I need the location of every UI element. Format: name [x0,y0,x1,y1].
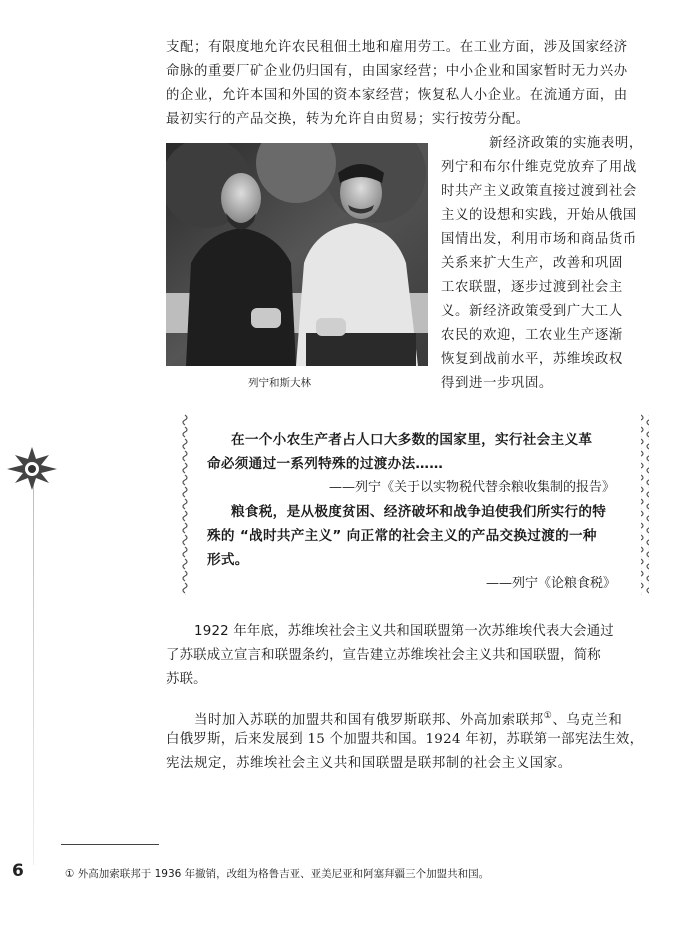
text-line: 恢复到战前水平，苏维埃政权 [441,352,623,367]
quote2-line: 粮食税，是从极度贫困、经济破坏和战争迫使我们所实行的特 [231,504,607,520]
text-line: 工农联盟，逐步过渡到社会主 [441,280,623,295]
text-line: 1922 年年底，苏维埃社会主义共和国联盟第一次苏维埃代表大会通过 [194,624,614,639]
text-line: 命脉的重要厂矿企业仍归国有，由国家经营；中小企业和国家暂时无力兴办 [166,64,628,79]
text-line: 支配；有限度地允许农民租佃土地和雇用劳工。在工业方面，涉及国家经济 [166,40,628,55]
ornament-icon [3,443,61,493]
quote1-line: 命必须通过一系列特殊的过渡办法…… [207,456,444,472]
footnote-ref[interactable]: ① [543,711,553,721]
quote2-source: ——列宁《论粮食税》 [486,576,617,591]
text-line: 苏联。 [166,672,207,687]
lenin-stalin-photo [166,143,428,366]
text-line: 最初实行的产品交换，转为允许自由贸易；实行按劳分配。 [166,112,530,127]
text-line: 的企业，允许本国和外国的资本家经营；恢复私人小企业。在流通方面，由 [166,88,628,103]
footnote: ① 外高加索联邦于 1936 年撤销，改组为格鲁吉亚、亚美尼亚和阿塞拜疆三个加盟共和国。 [65,868,490,880]
margin-rule [33,470,34,865]
text-line: 义。新经济政策受到广大工人 [441,304,623,319]
text-line: 国情出发，利用市场和商品货币 [441,232,637,247]
text-fragment: 当时加入苏联的加盟共和国有俄罗斯联邦、外高加索联邦 [194,713,544,728]
photo-caption: 列宁和斯大林 [248,377,311,389]
text-line: 了苏联成立宣言和联盟条约，宣告建立苏维埃社会主义共和国联盟，简称 [166,648,601,663]
text-line: 新经济政策的实施表明， [489,136,643,151]
text-line: 宪法规定，苏维埃社会主义共和国联盟是联邦制的社会主义国家。 [166,756,572,771]
text-fragment: 、乌克兰和 [552,713,623,728]
text-line: 农民的欢迎，工农业生产逐渐 [441,328,623,343]
text-line: 关系来扩大生产，改善和巩固 [441,256,623,271]
text-line: 得到进一步巩固。 [441,376,553,391]
page-number: 6 [12,861,24,881]
quote2-line: 形式。 [207,552,249,568]
text-line: 白俄罗斯，后来发展到 15 个加盟共和国。1924 年初，苏联第一部宪法生效， [166,732,644,747]
text-line: 时共产主义政策直接过渡到社会 [441,184,637,199]
quote1-line: 在一个小农生产者占人口大多数的国家里，实行社会主义革 [231,432,593,448]
text-line: 列宁和布尔什维克党放弃了用战 [441,160,637,175]
text-line: 主义的设想和实践，开始从俄国 [441,208,637,223]
footnote-rule [61,844,159,845]
quote2-line: 殊的 “战时共产主义” 向正常的社会主义的产品交换过渡的一种 [207,528,597,544]
quote1-source: ——列宁《关于以实物税代替余粮收集制的报告》 [329,480,616,495]
quote-box [181,414,649,595]
